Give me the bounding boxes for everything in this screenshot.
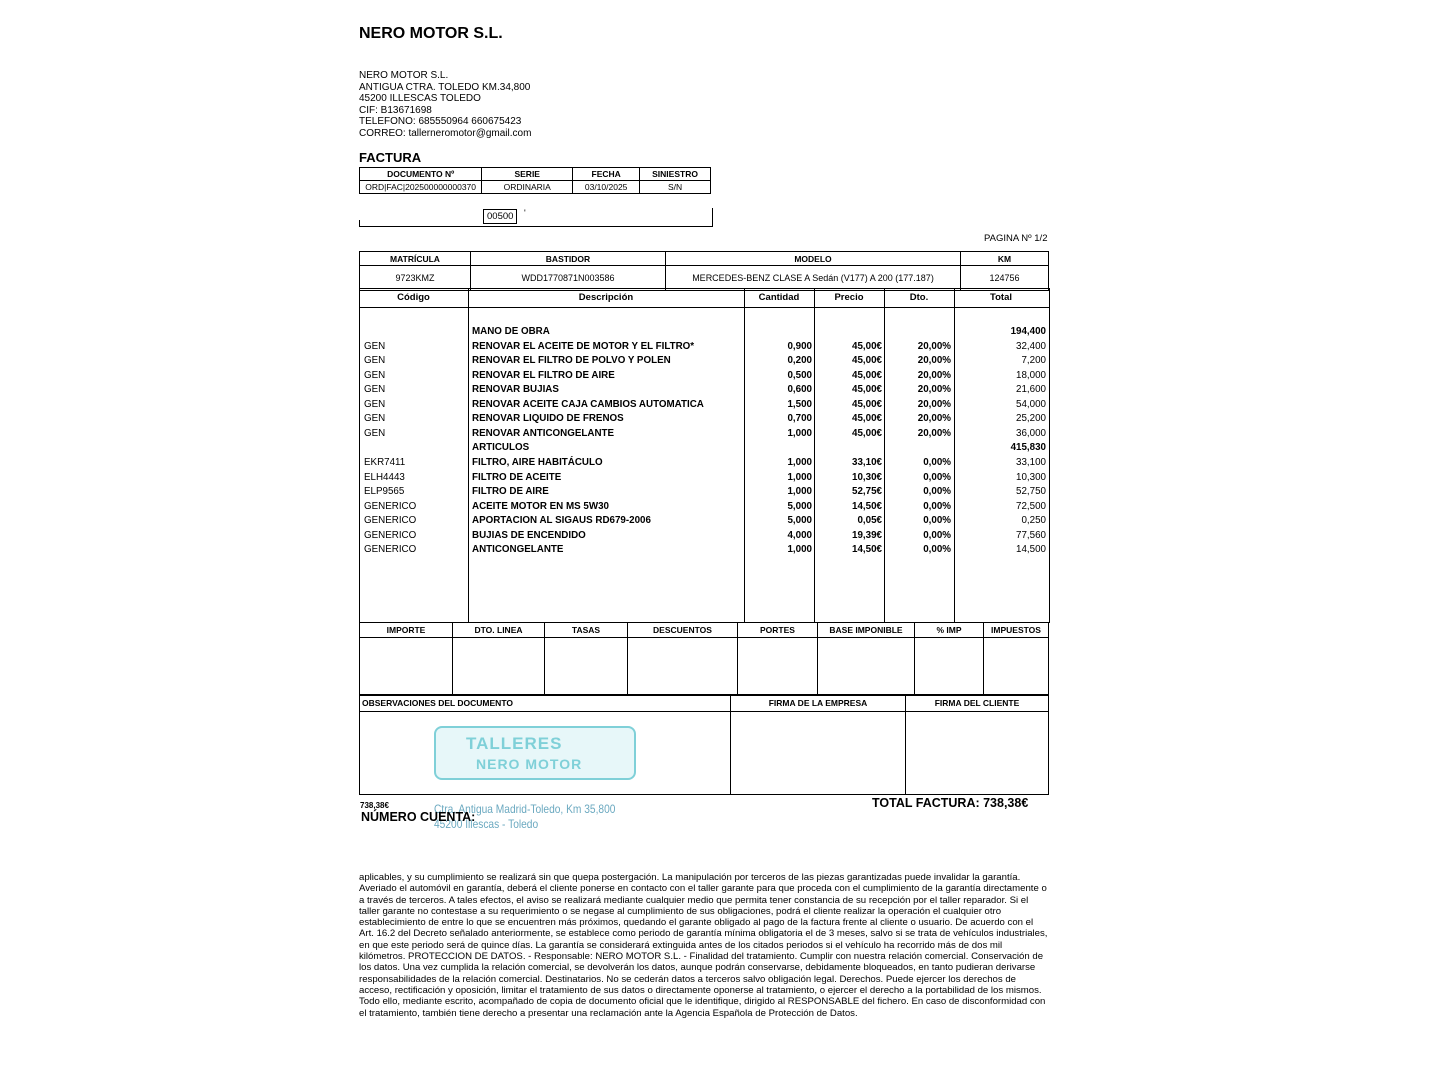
table-row — [0, 485, 1440, 499]
modelo-header: MODELO — [666, 252, 961, 266]
item-description: RENOVAR ANTICONGELANTE — [472, 427, 615, 439]
observations-header: OBSERVACIONES DEL DOCUMENTO — [360, 695, 731, 712]
item-price: 45,00€ — [852, 355, 882, 367]
item-quantity: 1,000 — [787, 471, 812, 483]
matricula-header: MATRÍCULA — [360, 252, 471, 266]
firma-empresa-header: FIRMA DE LA EMPRESA — [731, 695, 906, 712]
col-codigo-header: Código — [397, 292, 430, 303]
item-discount: 20,00% — [917, 384, 951, 396]
item-price: 10,30€ — [852, 471, 882, 483]
item-discount: 20,00% — [917, 369, 951, 381]
item-code: GEN — [364, 355, 386, 367]
tasas-header: TASAS — [545, 623, 628, 638]
address-line: 45200 ILLESCAS TOLEDO — [359, 93, 481, 104]
portes-header: PORTES — [738, 623, 818, 638]
portes-value — [738, 638, 818, 696]
item-discount: 20,00% — [917, 340, 951, 352]
item-quantity: 1,000 — [787, 456, 812, 468]
item-price: 45,00€ — [852, 398, 882, 410]
item-code: GENERICO — [364, 515, 417, 527]
item-total: 54,000 — [1016, 398, 1046, 410]
item-quantity: 0,600 — [787, 384, 812, 396]
table-row — [0, 340, 1440, 354]
item-total: 72,500 — [1016, 500, 1046, 512]
divider — [359, 220, 360, 226]
item-description: BUJIAS DE ENCENDIDO — [472, 529, 586, 541]
serie-header: SERIE — [482, 168, 573, 181]
item-description: FILTRO DE ACEITE — [472, 471, 562, 483]
item-discount: 20,00% — [917, 427, 951, 439]
fecha-header: FECHA — [573, 168, 640, 181]
address-line: CIF: B13671698 — [359, 104, 432, 116]
table-row — [0, 543, 1440, 557]
item-price: 52,75€ — [852, 486, 882, 498]
item-total: 194,400 — [1010, 326, 1046, 337]
base-imponible-header: BASE IMPONIBLE — [818, 623, 915, 638]
total-factura: TOTAL FACTURA: 738,38€ — [872, 796, 1029, 810]
fecha-value: 03/10/2025 — [573, 181, 640, 194]
item-quantity: 1,000 — [787, 427, 812, 439]
item-price: 45,00€ — [852, 413, 882, 425]
item-description: RENOVAR LIQUIDO DE FRENOS — [472, 413, 624, 425]
item-code: GEN — [364, 413, 386, 425]
stamp-address-line: Ctra. Antigua Madrid-Toledo, Km 35,800 — [434, 802, 616, 816]
item-total: 52,750 — [1016, 486, 1046, 498]
section-row — [0, 441, 1440, 455]
km-header: KM — [961, 252, 1049, 266]
bastidor-header: BASTIDOR — [471, 252, 666, 266]
item-quantity: 1,500 — [787, 398, 812, 410]
item-total: 7,200 — [1021, 355, 1046, 367]
item-price: 45,00€ — [852, 427, 882, 439]
item-total: 21,600 — [1016, 384, 1046, 396]
item-total: 0,250 — [1021, 515, 1046, 527]
table-row — [0, 369, 1440, 383]
table-row — [0, 514, 1440, 528]
table-row — [0, 412, 1440, 426]
table-row — [0, 500, 1440, 514]
totals-table — [359, 622, 1049, 696]
item-price: 19,39€ — [852, 529, 882, 541]
matricula-value: 9723KMZ — [360, 266, 471, 291]
stamp-address-line: 45200 Illescas - Toledo — [434, 817, 539, 831]
item-total: 25,200 — [1016, 413, 1046, 425]
divider — [712, 208, 713, 226]
firma-cliente-area — [906, 712, 1049, 795]
item-total: 10,300 — [1016, 471, 1046, 483]
address-line: CORREO: tallerneromotor@gmail.com — [359, 127, 532, 139]
item-code: EKR7411 — [364, 456, 406, 468]
item-quantity: 0,700 — [787, 413, 812, 425]
doc-number-header: DOCUMENTO Nº — [360, 168, 482, 181]
item-quantity: 5,000 — [787, 500, 812, 512]
item-code: GEN — [364, 369, 386, 381]
importe-header: IMPORTE — [360, 623, 453, 638]
reference-box: 00500 — [483, 209, 517, 224]
doc-number-value: ORD|FAC|202500000000370 — [360, 181, 482, 194]
item-price: 45,00€ — [852, 384, 882, 396]
company-title: NERO MOTOR S.L. — [359, 25, 503, 42]
item-total: 77,560 — [1016, 529, 1046, 541]
vehicle-table — [359, 251, 1049, 291]
item-quantity: 0,200 — [787, 355, 812, 367]
item-description: RENOVAR BUJIAS — [472, 384, 559, 396]
item-discount: 0,00% — [923, 456, 951, 468]
item-total: 33,100 — [1016, 456, 1046, 468]
firma-cliente-header: FIRMA DEL CLIENTE — [906, 695, 1049, 712]
pct-imp-header: % IMP — [915, 623, 984, 638]
dto-linea-header: DTO. LINEA — [453, 623, 545, 638]
item-code: GENERICO — [364, 500, 417, 512]
stamp-line: NERO MOTOR — [476, 756, 583, 772]
item-code: GEN — [364, 398, 386, 410]
legal-text: aplicables, y su cumplimiento se realizará sin que quepa postergación. La manipulación por terceros de las piezas garantizadas puede invalidar la garantía. Averiado el automóvil en garantía, deberá el cliente ponerse en contacto con el taller garante para que proceda con el cumplimiento de la garantía directamente o a través de terceros. A tales efectos, el aviso se realizará mediante cualquier medio que permita tener constancia de su recepción por el taller reparador. Si el taller garante no contestase a su requerimiento o se negase al cumplimiento de sus obligaciones, podrá el cliente realizar la operación el cualquier otro establecimiento de entre lo que se encuentren más próximos, quedando el garante obligado al pago de la factura frente al cliente o usuario. De acuerdo con el Art. 16.2 del Decreto señalado anteriormente, se establece como periodo de garantía mínima obligatoria el de 3 meses, salvo si se trata de vehículos industriales, en que este periodo será de quince días. La garantía se considerará extinguida antes de los citados periodos si el vehículo ha recorrido más de dos mil kilómetros. PROTECCION DE DATOS. - Responsable: NERO MOTOR S.L. - Finalidad del tratamiento. Cumplir con nuestra relación comercial. Conservación de los datos. Una vez cumplida la relación comercial, se devolverán los datos, aunque podrán conservarse, debidamente bloqueados, en tanto pudieran derivarse responsabilidades de la relación comercial. Destinatarios. No se cederán datos a terceros salvo obligación legal. Derechos. Puede ejercer los derechos de acceso, rectificación y oposición, limitar el tratamiento de sus datos o directamente oponerse al tratamiento, o ejercer el derecho a la portabilidad de los mismos. Todo ello, mediante escrito, acompañado de copia de documento oficial que le identifique, dirigido al RESPONSABLE del fichero. En caso de disconformidad con el tratamiento, también tiene derecho a presentar una reclamación ante la Agencia Española de Protección de Datos. — [359, 872, 1048, 1019]
item-quantity: 1,000 — [787, 486, 812, 498]
impuestos-value — [984, 638, 1049, 696]
item-description: APORTACION AL SIGAUS RD679-2006 — [472, 515, 651, 527]
item-discount: 20,00% — [917, 413, 951, 425]
col-total-header: Total — [990, 292, 1012, 303]
item-discount: 0,00% — [923, 515, 951, 527]
item-code: GEN — [364, 384, 386, 396]
item-discount: 20,00% — [917, 355, 951, 367]
address-line: TELEFONO: 685550964 660675423 — [359, 116, 522, 127]
descuentos-header: DESCUENTOS — [628, 623, 738, 638]
table-row — [0, 456, 1440, 470]
impuestos-header: IMPUESTOS — [984, 623, 1049, 638]
bastidor-value: WDD1770871N003586 — [471, 266, 666, 291]
item-description: FILTRO, AIRE HABITÁCULO — [472, 456, 603, 468]
company-stamp — [434, 726, 636, 780]
item-code: ELH4443 — [364, 471, 405, 483]
col-cantidad-header: Cantidad — [758, 292, 800, 303]
item-description: ANTICONGELANTE — [472, 544, 564, 556]
item-price: 45,00€ — [852, 369, 882, 381]
item-discount: 0,00% — [923, 544, 951, 556]
item-quantity: 5,000 — [787, 515, 812, 527]
table-row — [0, 383, 1440, 397]
item-quantity: 1,000 — [787, 544, 812, 556]
item-description: ARTICULOS — [472, 442, 530, 454]
importe-value — [360, 638, 453, 696]
item-price: 45,00€ — [852, 340, 882, 352]
item-total: 14,500 — [1016, 544, 1046, 556]
col-dto-header: Dto. — [909, 292, 929, 303]
item-total: 32,400 — [1016, 340, 1046, 352]
section-row — [0, 325, 1440, 339]
item-price: 33,10€ — [852, 456, 882, 468]
table-row — [0, 471, 1440, 485]
item-quantity: 0,900 — [787, 340, 812, 352]
table-row — [0, 354, 1440, 368]
item-code: GEN — [364, 340, 386, 352]
item-total: 36,000 — [1016, 427, 1046, 439]
firma-empresa-area — [731, 712, 906, 795]
table-row — [0, 529, 1440, 543]
address-line: NERO MOTOR S.L. — [359, 70, 449, 81]
tasas-value — [545, 638, 628, 696]
item-code: ELP9565 — [364, 486, 405, 498]
item-description: FILTRO DE AIRE — [472, 486, 549, 498]
siniestro-header: SINIESTRO — [640, 168, 711, 181]
invoice-doc-table — [359, 167, 711, 194]
pct-imp-value — [915, 638, 984, 696]
table-row — [0, 427, 1440, 441]
modelo-value: MERCEDES-BENZ CLASE A Sedán (V177) A 200 (177.187) — [666, 266, 961, 291]
item-discount: 0,00% — [923, 500, 951, 512]
item-total: 18,000 — [1016, 369, 1046, 381]
item-description: RENOVAR EL FILTRO DE POLVO Y POLEN — [472, 355, 671, 367]
invoice-title: FACTURA — [359, 150, 422, 165]
siniestro-value: S/N — [640, 181, 711, 194]
item-discount: 0,00% — [923, 486, 951, 498]
item-discount: 0,00% — [923, 529, 951, 541]
item-code: GENERICO — [364, 529, 417, 541]
item-quantity: 0,500 — [787, 369, 812, 381]
item-discount: 0,00% — [923, 471, 951, 483]
item-description: MANO DE OBRA — [472, 326, 550, 337]
descuentos-value — [628, 638, 738, 696]
company-address — [359, 70, 531, 139]
item-description: RENOVAR EL ACEITE DE MOTOR Y EL FILTRO* — [472, 340, 695, 352]
item-total: 415,830 — [1010, 442, 1046, 454]
numero-cuenta-label: NÚMERO CUENTA: — [361, 810, 476, 824]
page-number: PAGINA Nº 1/2 — [984, 233, 1048, 244]
reference-line — [359, 208, 713, 227]
item-discount: 20,00% — [917, 398, 951, 410]
base-imponible-value — [818, 638, 915, 696]
item-code: GENERICO — [364, 544, 417, 556]
item-description: RENOVAR ACEITE CAJA CAMBIOS AUTOMATICA — [472, 398, 704, 410]
item-price: 14,50€ — [852, 544, 882, 556]
item-description: RENOVAR EL FILTRO DE AIRE — [472, 369, 615, 381]
table-row — [0, 398, 1440, 412]
serie-value: ORDINARIA — [482, 181, 573, 194]
item-description: ACEITE MOTOR EN MS 5W30 — [472, 500, 609, 512]
item-quantity: 4,000 — [787, 529, 812, 541]
item-price: 0,05€ — [857, 515, 882, 527]
item-price: 14,50€ — [852, 500, 882, 512]
col-precio-header: Precio — [834, 292, 864, 303]
reference-mark: ' — [524, 208, 526, 218]
small-total: 738,38€ — [360, 801, 389, 810]
stamp-line: TALLERES — [466, 734, 563, 753]
item-code: GEN — [364, 427, 386, 439]
dto-linea-value — [453, 638, 545, 696]
col-descripcion-header: Descripción — [578, 292, 634, 303]
address-line: ANTIGUA CTRA. TOLEDO KM.34,800 — [359, 81, 531, 93]
km-value: 124756 — [961, 266, 1049, 291]
